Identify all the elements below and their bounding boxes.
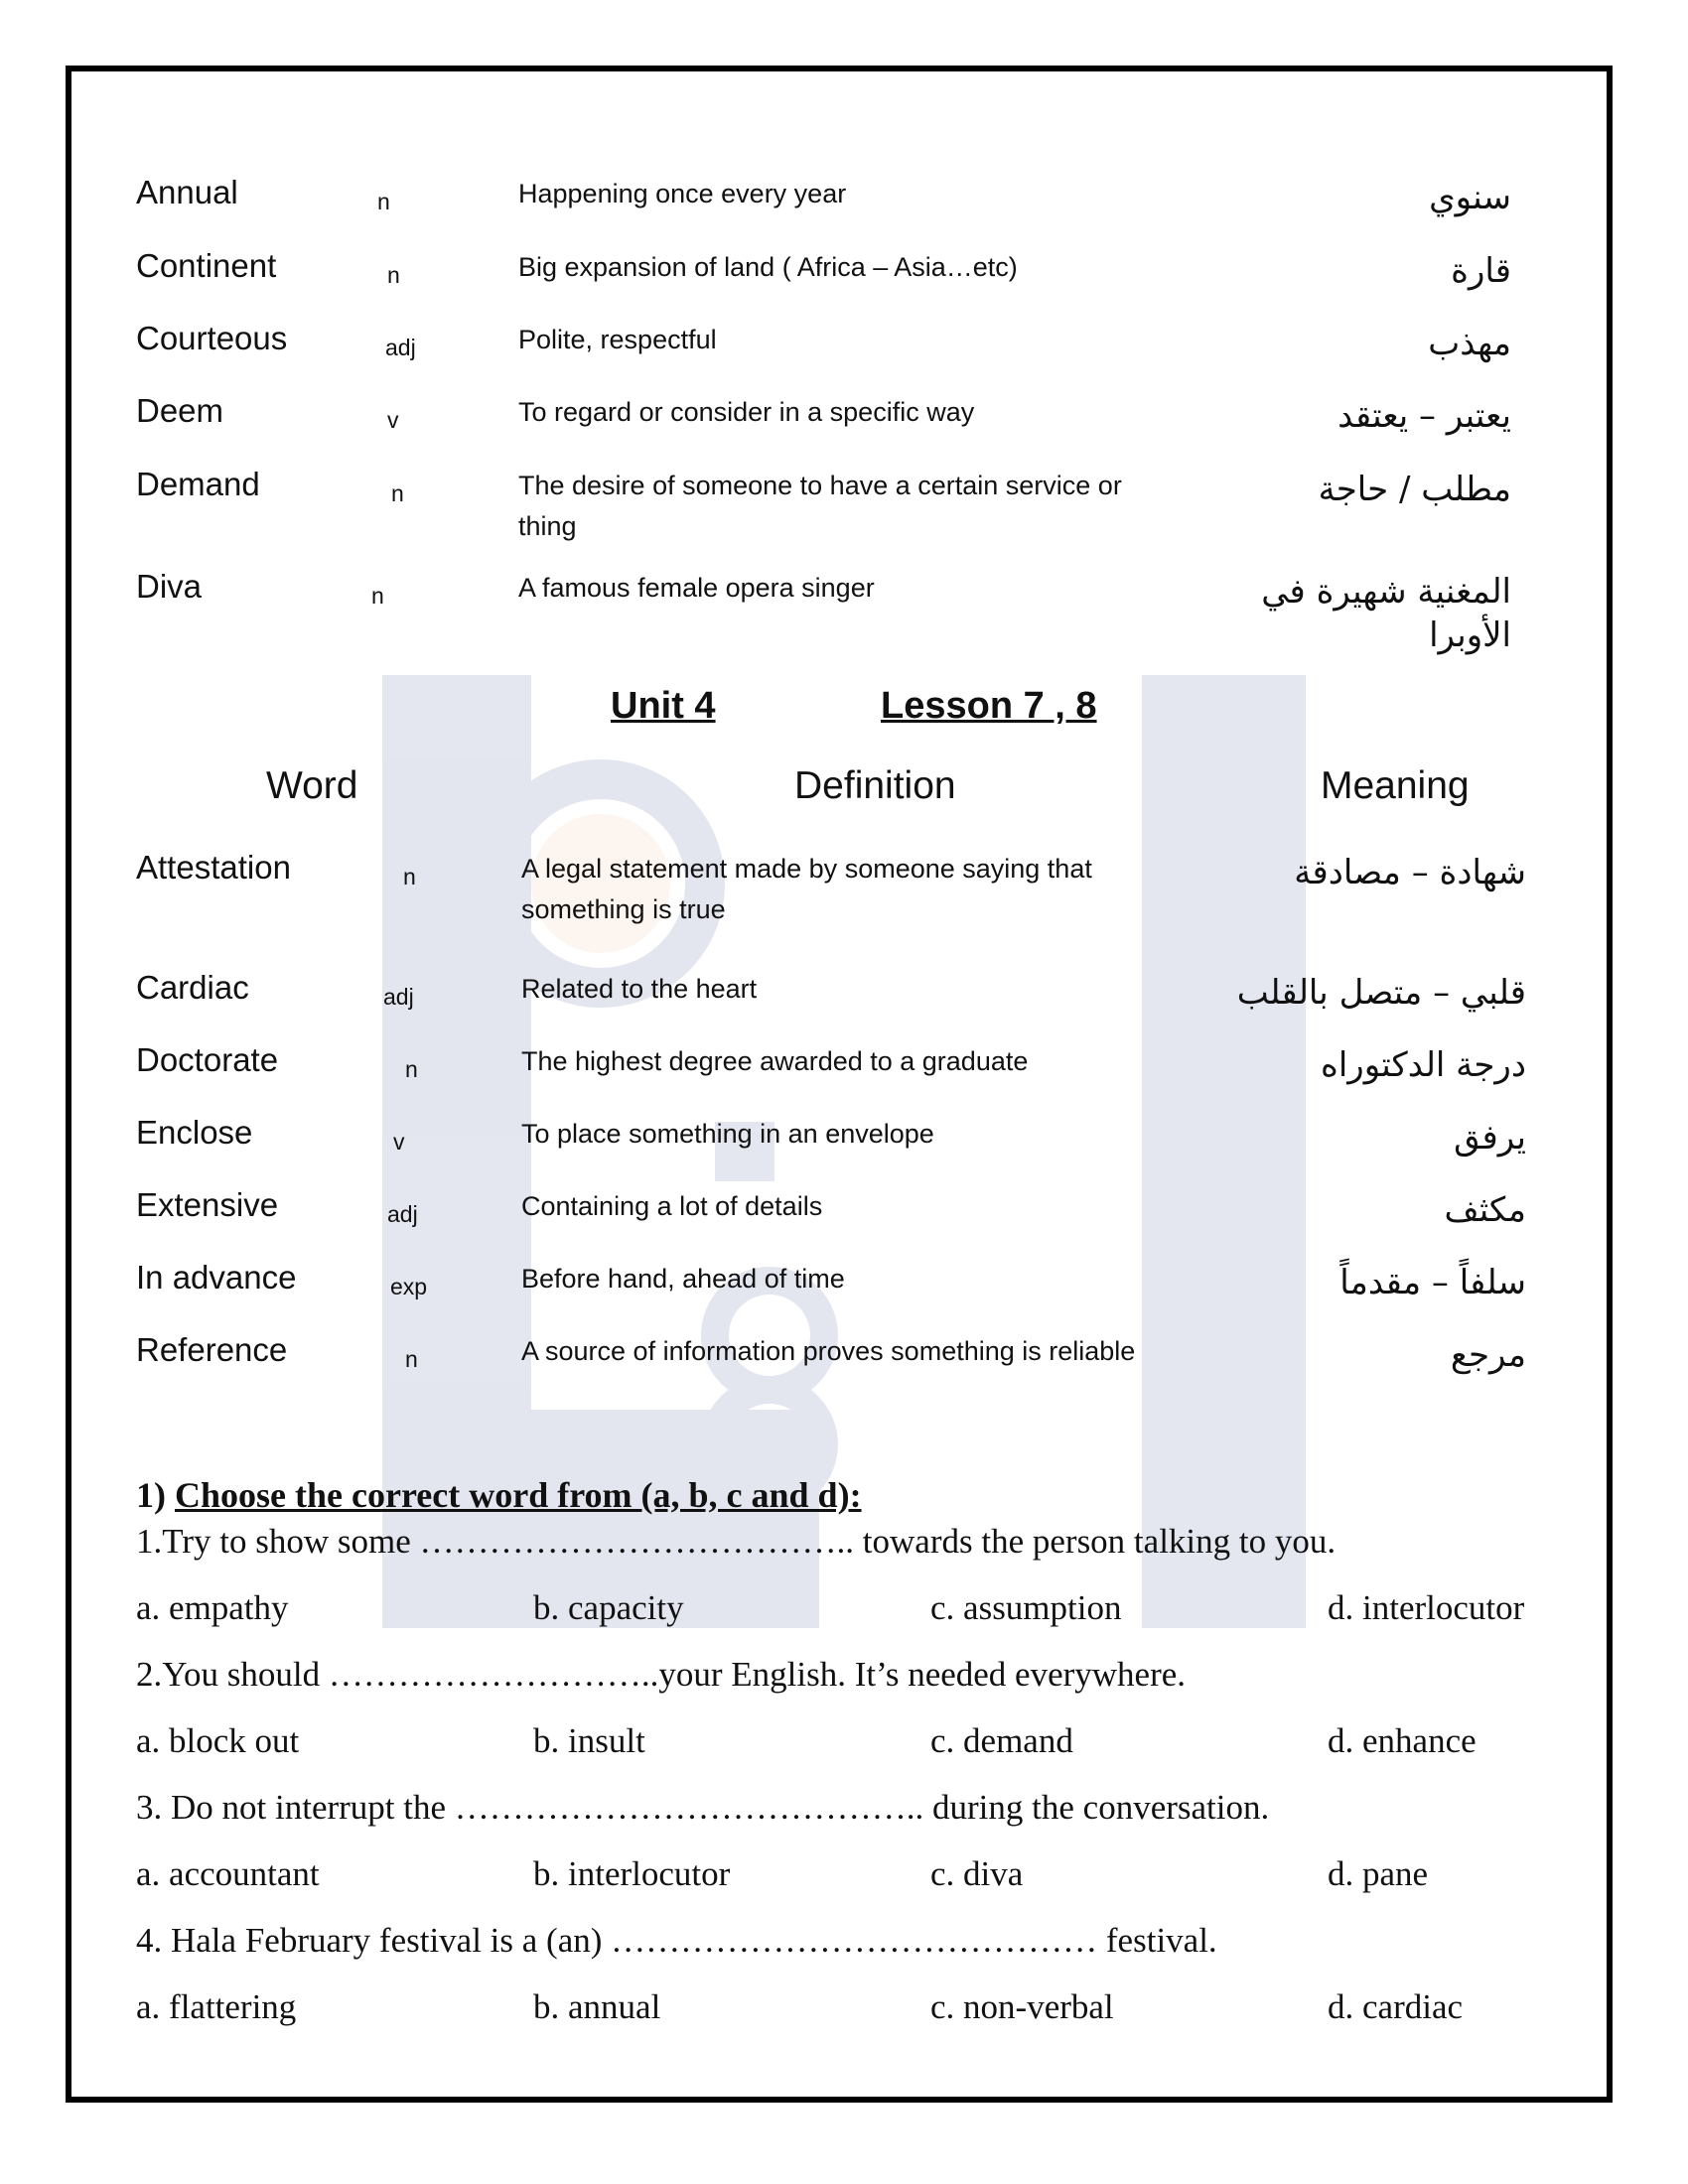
exercise-title xyxy=(136,1474,862,1516)
answer-option[interactable]: b. capacity xyxy=(533,1588,684,1627)
vocab-word: In advance xyxy=(136,1259,297,1296)
question-text: 3. Do not interrupt the ………………………………….. during the conversation. xyxy=(136,1788,1270,1827)
answer-option[interactable]: d. interlocutor xyxy=(1328,1588,1525,1627)
answer-option[interactable]: c. non-verbal xyxy=(930,1987,1114,2026)
vocab-meaning: قلبي – متصل بالقلب xyxy=(1236,973,1526,1013)
vocab-definition: Big expansion of land ( Africa – Asia…etc) xyxy=(518,252,1018,282)
vocab-word: Enclose xyxy=(136,1114,253,1151)
vocab-pos: n xyxy=(371,583,384,609)
vocab-meaning: يرفق xyxy=(1454,1118,1526,1158)
vocab-meaning: شهادة – مصادقة xyxy=(1294,853,1526,892)
answer-option[interactable]: a. accountant xyxy=(136,1854,320,1893)
vocab-definition: A legal statement made by someone saying that something is true xyxy=(521,854,1092,924)
answer-option[interactable]: a. empathy xyxy=(136,1588,289,1627)
answer-option[interactable]: d. cardiac xyxy=(1328,1987,1464,2026)
vocab-word: Diva xyxy=(136,568,203,605)
exercise-number: 1) xyxy=(136,1475,166,1515)
vocab-pos: adj xyxy=(383,984,414,1010)
vocab-word: Reference xyxy=(136,1331,288,1368)
vocab-pos: n xyxy=(387,262,400,288)
answer-option[interactable]: a. block out xyxy=(136,1721,300,1760)
vocab-word: Attestation xyxy=(136,849,291,886)
answer-option[interactable]: b. interlocutor xyxy=(533,1854,731,1893)
vocab-definition: Polite, respectful xyxy=(518,325,717,354)
answer-option[interactable]: c. demand xyxy=(930,1721,1073,1760)
vocab-definition: Before hand, ahead of time xyxy=(521,1264,845,1294)
vocab-definition: A famous female opera singer xyxy=(518,573,875,603)
column-header-word: Word xyxy=(266,764,358,807)
vocab-word: Doctorate xyxy=(136,1041,279,1078)
answer-option[interactable]: c. diva xyxy=(930,1854,1024,1893)
vocab-meaning: مهذب xyxy=(1428,324,1511,363)
exercise-instruction: Choose the correct word from (a, b, c and d): xyxy=(175,1475,862,1515)
answer-option[interactable]: b. annual xyxy=(533,1987,661,2026)
vocab-definition: Containing a lot of details xyxy=(521,1191,823,1221)
answer-option[interactable]: a. flattering xyxy=(136,1987,297,2026)
vocab-pos: n xyxy=(391,480,404,506)
vocab-word: Cardiac xyxy=(136,969,249,1006)
vocab-pos: n xyxy=(403,864,416,889)
vocab-pos: v xyxy=(387,407,399,433)
vocab-meaning: سنوي xyxy=(1429,178,1511,217)
vocab-meaning: مكثف xyxy=(1444,1190,1526,1230)
vocab-word: Courteous xyxy=(136,320,288,356)
vocab-meaning: درجة الدكتوراه xyxy=(1321,1045,1526,1085)
vocab-pos: adj xyxy=(385,335,416,360)
vocab-meaning: سلفاً – مقدماً xyxy=(1339,1263,1526,1302)
vocab-meaning: مرجع xyxy=(1450,1335,1526,1375)
question-text: 4. Hala February festival is a (an) …………………………………… festival. xyxy=(136,1921,1217,1960)
column-header-meaning: Meaning xyxy=(1321,764,1470,807)
vocab-meaning: يعتبر – يعتقد xyxy=(1337,396,1511,436)
vocab-word: Demand xyxy=(136,466,260,502)
vocab-meaning: مطلب / حاجة xyxy=(1318,470,1511,509)
lesson-label: Lesson 7 , 8 xyxy=(881,685,1097,727)
vocab-pos: adj xyxy=(387,1201,418,1227)
vocab-definition: Related to the heart xyxy=(521,974,758,1004)
vocab-pos: exp xyxy=(390,1274,428,1299)
vocab-word: Annual xyxy=(136,174,238,210)
vocab-definition: Happening once every year xyxy=(518,179,847,208)
answer-option[interactable]: d. enhance xyxy=(1328,1721,1477,1760)
column-header-definition: Definition xyxy=(794,764,956,807)
question-text: 1.Try to show some ……………………………….. towards the person talking to you. xyxy=(136,1522,1336,1561)
vocab-definition: To regard or consider in a specific way xyxy=(518,397,975,427)
vocab-definition: The desire of someone to have a certain service or thing xyxy=(518,471,1122,541)
unit-label: Unit 4 xyxy=(611,685,716,727)
vocab-definition: To place something in an envelope xyxy=(521,1119,934,1149)
vocab-pos: v xyxy=(393,1129,405,1155)
vocab-word: Extensive xyxy=(136,1186,279,1223)
vocab-pos: n xyxy=(405,1346,418,1372)
vocab-word: Continent xyxy=(136,247,277,284)
vocab-meaning: المغنية شهيرة في الأوبرا xyxy=(1261,572,1511,655)
answer-option[interactable]: b. insult xyxy=(533,1721,645,1760)
vocab-meaning: قارة xyxy=(1451,251,1511,291)
answer-option[interactable]: c. assumption xyxy=(930,1588,1122,1627)
question-text: 2.You should ………………………..your English. It’s needed everywhere. xyxy=(136,1655,1187,1694)
vocab-word: Deem xyxy=(136,392,224,429)
vocab-definition: The highest degree awarded to a graduate xyxy=(521,1046,1029,1076)
vocab-pos: n xyxy=(377,189,390,214)
answer-option[interactable]: d. pane xyxy=(1328,1854,1429,1893)
vocab-pos: n xyxy=(405,1056,418,1082)
vocab-definition: A source of information proves something is reliable xyxy=(521,1336,1136,1366)
